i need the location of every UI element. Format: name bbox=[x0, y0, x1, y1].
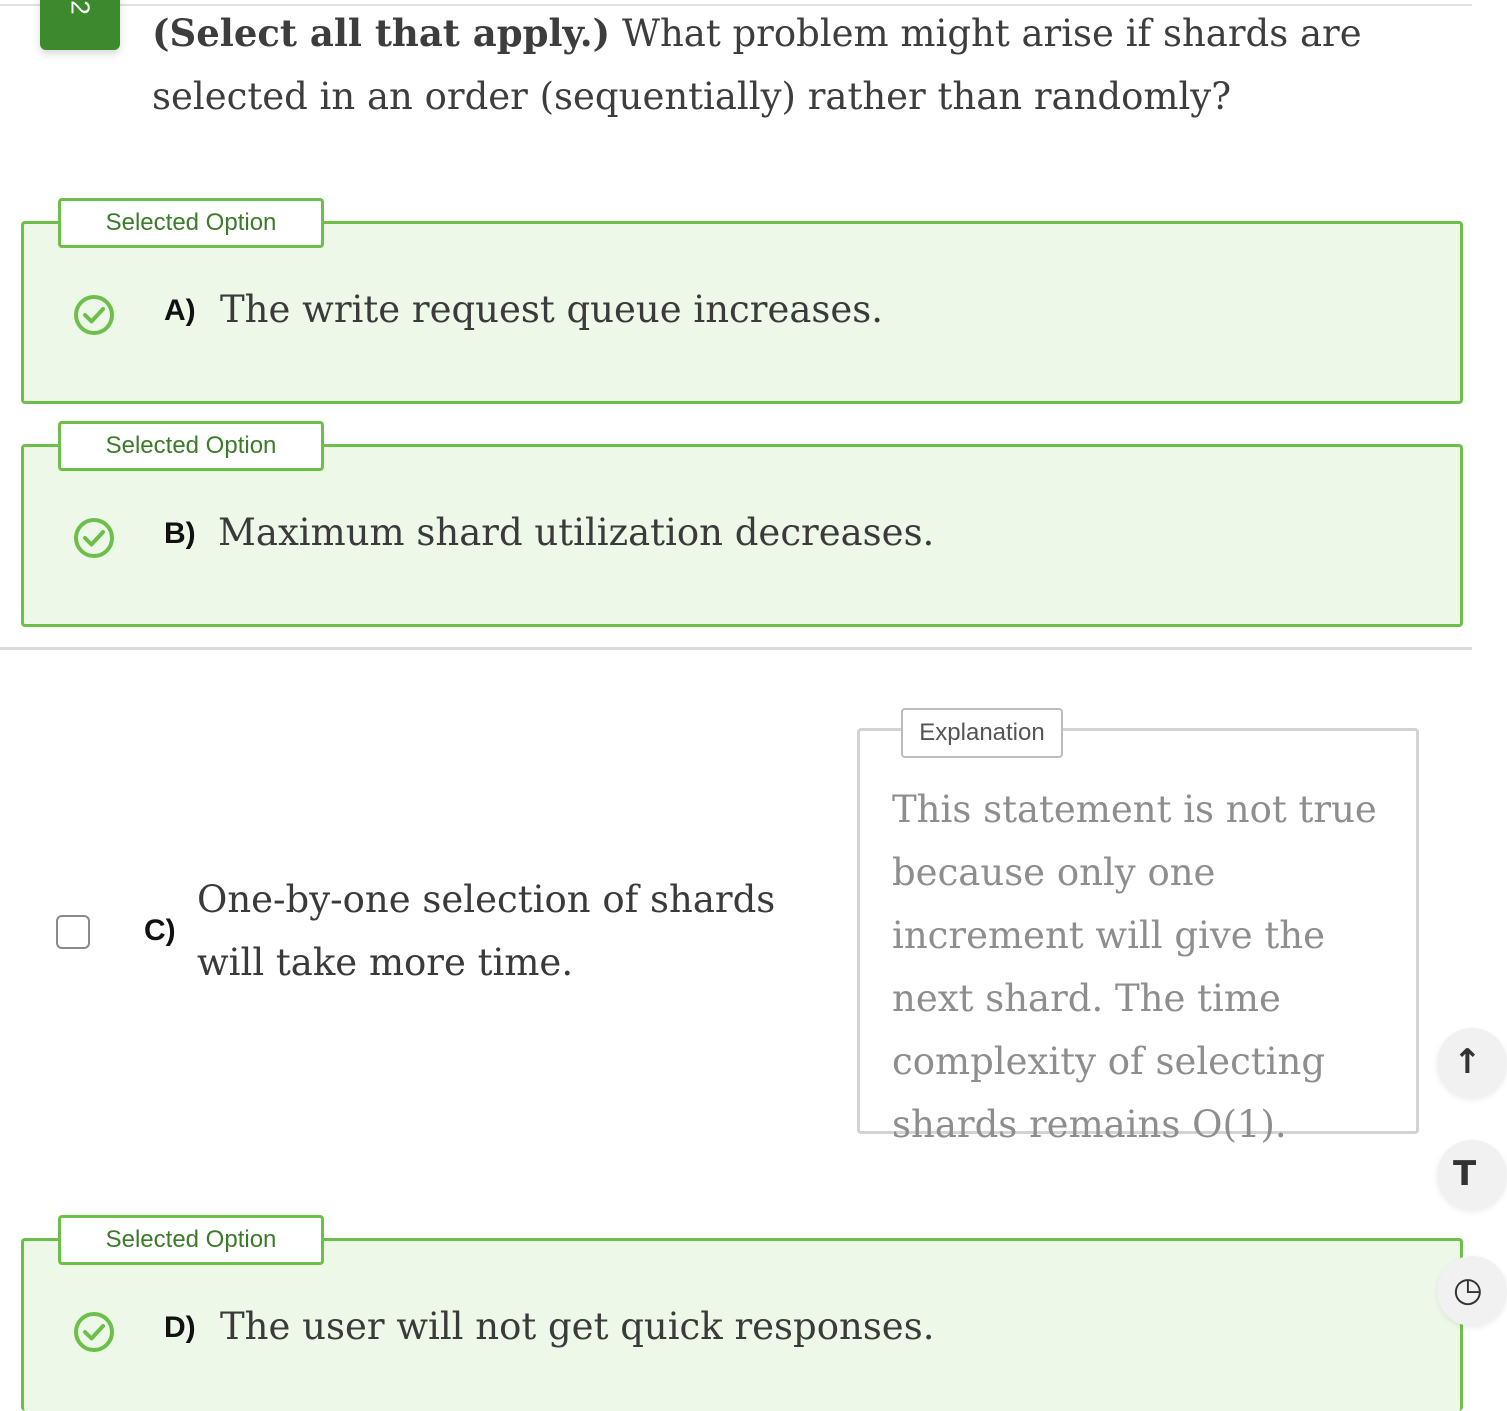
question-number: 2 bbox=[65, 0, 96, 15]
option-c-letter: C) bbox=[144, 914, 176, 947]
option-c-checkbox[interactable] bbox=[56, 915, 90, 949]
option-d-letter: D) bbox=[164, 1311, 196, 1344]
option-a-text: The write request queue increases. bbox=[220, 288, 884, 331]
side-history-button[interactable] bbox=[1437, 1256, 1507, 1326]
explanation-label: Explanation bbox=[901, 708, 1063, 758]
clock-icon: ◷ bbox=[1453, 1270, 1483, 1310]
option-b-text: Maximum shard utilization decreases. bbox=[218, 511, 935, 554]
option-a-letter: A) bbox=[164, 294, 196, 327]
side-arrow-button[interactable] bbox=[1437, 1028, 1507, 1098]
option-a-selected-tag: Selected Option bbox=[58, 198, 324, 248]
question-body: What problem might arise if shards are selected in an order (sequentially) rather than randomly? bbox=[152, 12, 1362, 118]
check-circle-icon bbox=[73, 517, 115, 559]
side-text-button[interactable] bbox=[1437, 1140, 1507, 1210]
question-number-badge bbox=[40, 0, 120, 50]
check-circle-icon bbox=[73, 294, 115, 336]
arrow-up-icon: ↑ bbox=[1453, 1042, 1482, 1082]
question-instruction: (Select all that apply.) bbox=[152, 11, 611, 55]
section-divider bbox=[0, 647, 1472, 650]
option-c-text[interactable]: One-by-one selection of shards will take more time. bbox=[197, 878, 776, 984]
option-b-selected-tag: Selected Option bbox=[58, 421, 324, 471]
option-d-text: The user will not get quick responses. bbox=[220, 1305, 935, 1348]
explanation-text: This statement is not true because only one increment will give the next shard. The time complexity of selecting shards remains O(1). bbox=[892, 788, 1377, 1146]
question-text bbox=[152, 2, 1452, 128]
option-b-letter: B) bbox=[164, 517, 196, 550]
text-size-icon: T bbox=[1453, 1154, 1477, 1194]
option-d-selected-tag: Selected Option bbox=[58, 1215, 324, 1265]
check-circle-icon bbox=[73, 1311, 115, 1353]
